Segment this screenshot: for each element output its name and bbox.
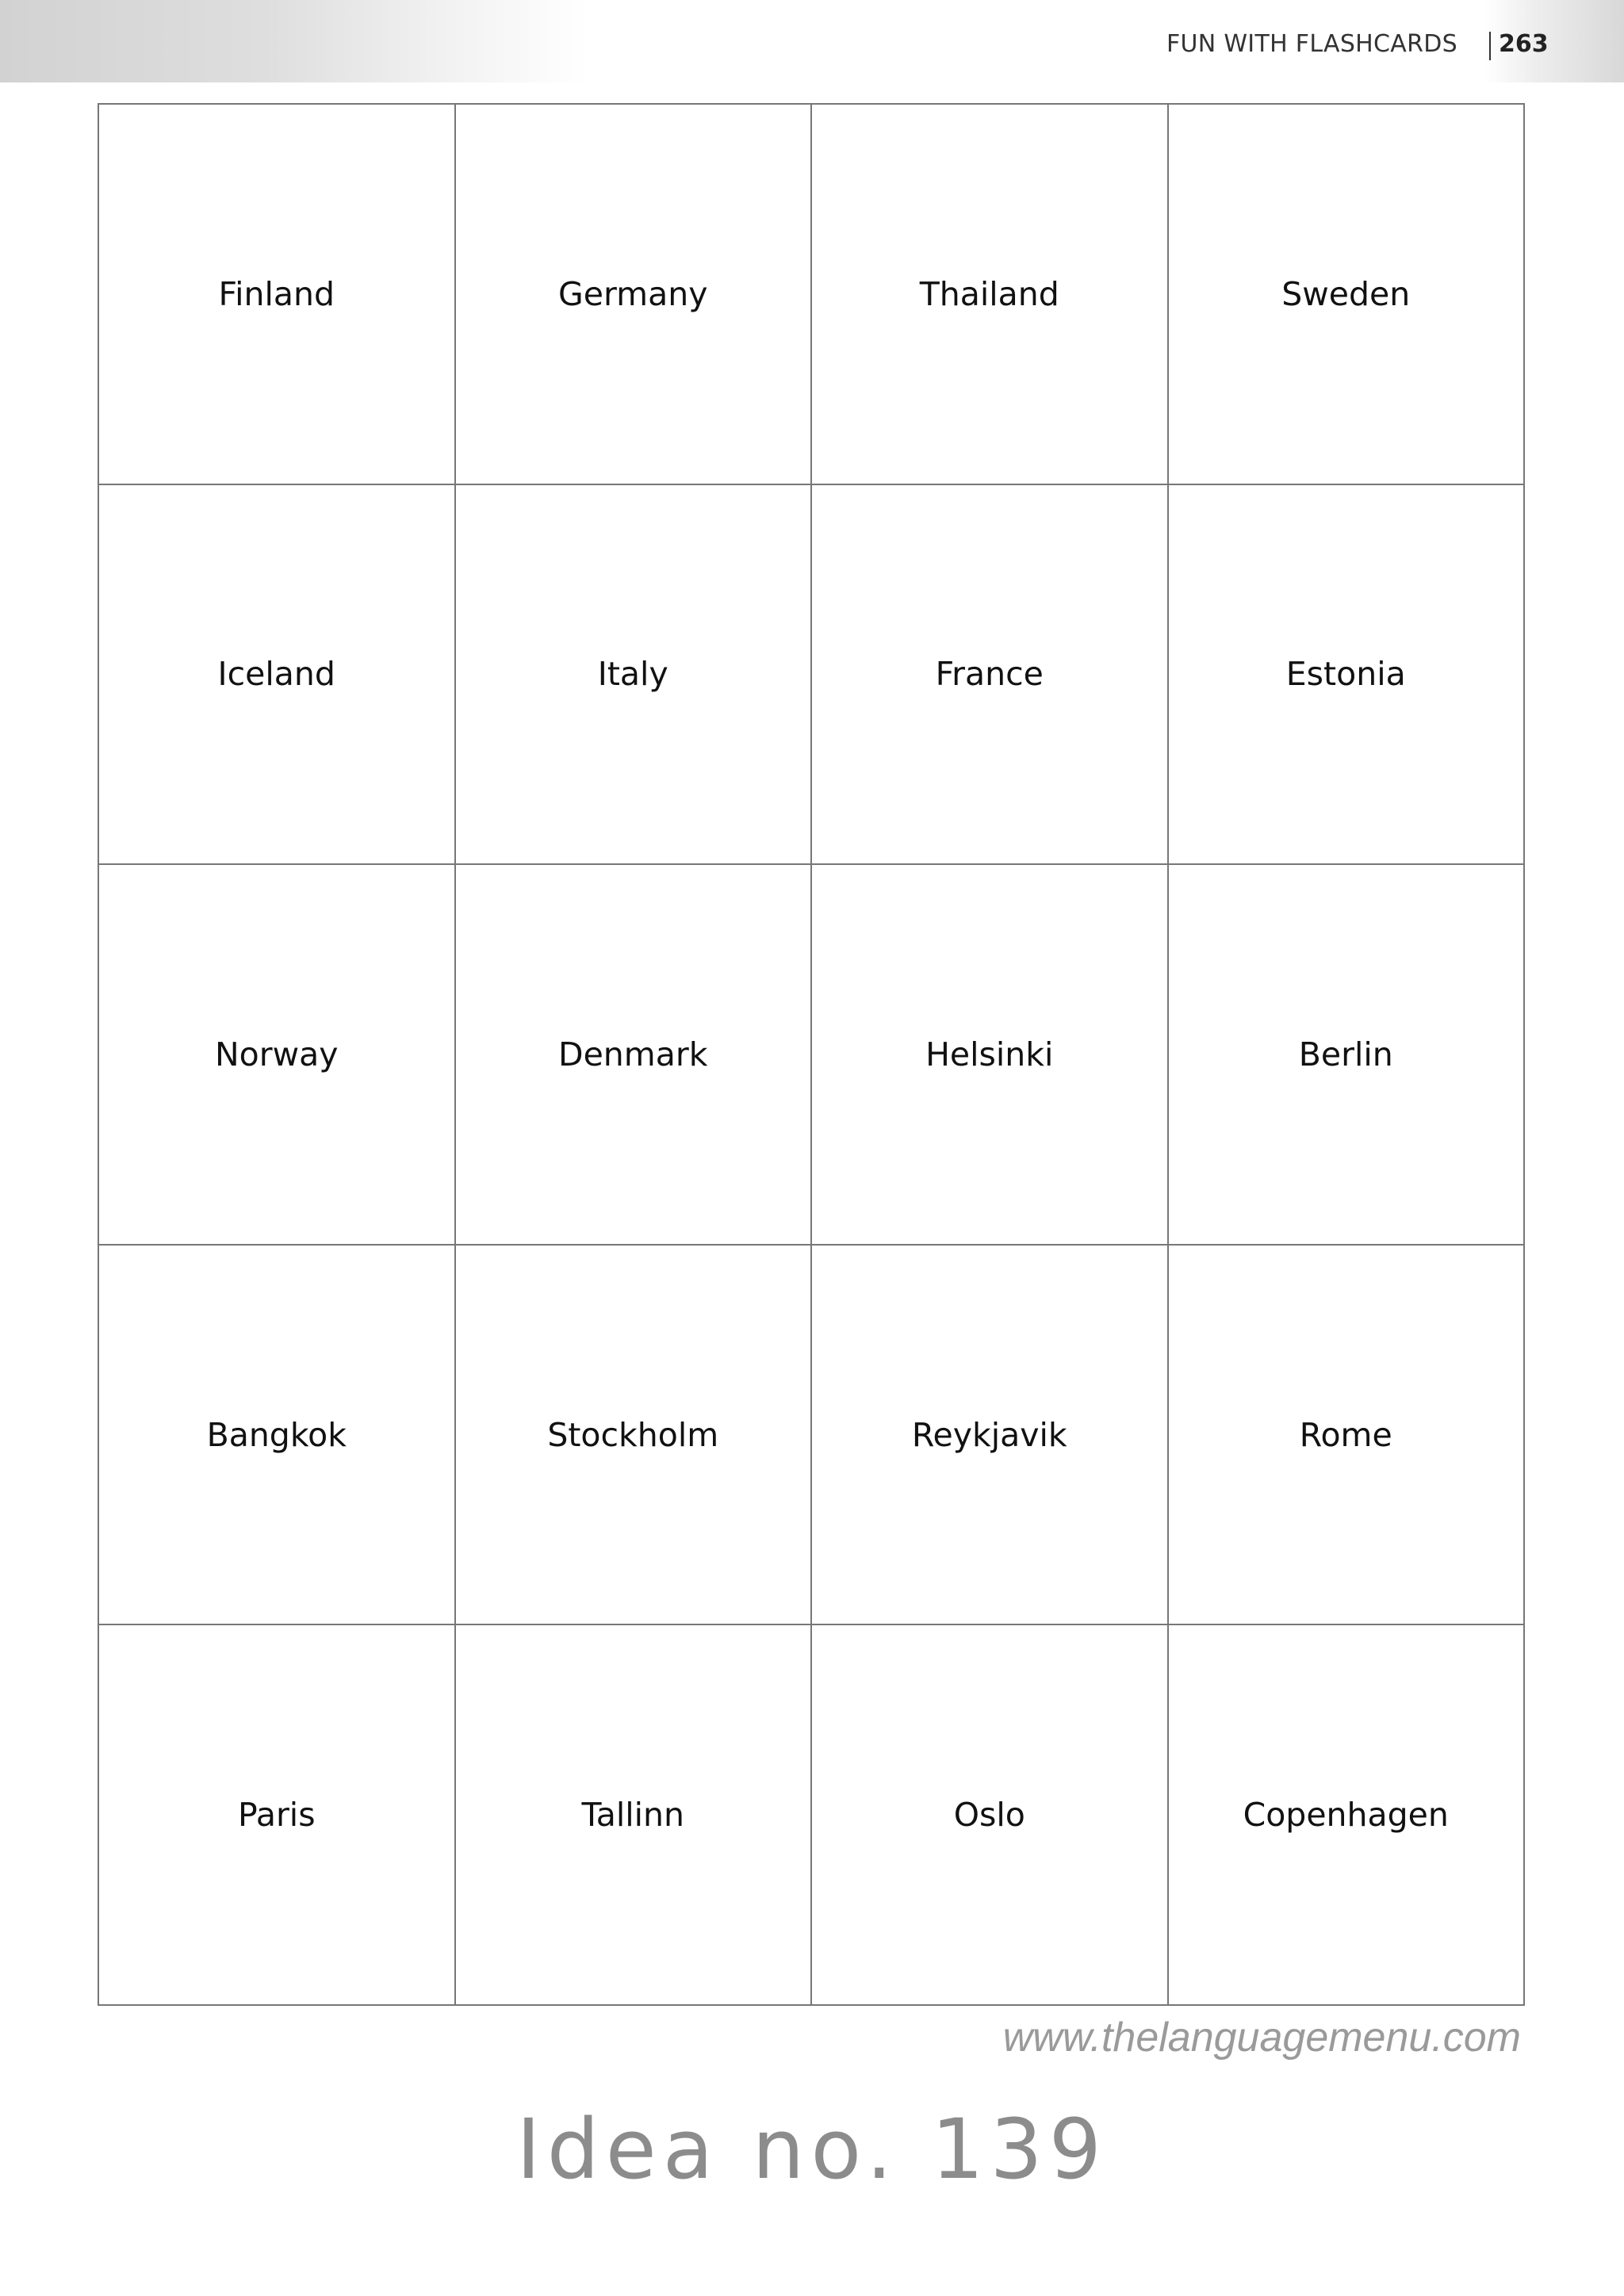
flashcard-label: Thailand [919,274,1059,313]
flashcard-label: Copenhagen [1243,1796,1449,1835]
flashcard-grid [98,103,1525,2006]
flashcard [456,865,813,1246]
flashcard [456,485,813,866]
flashcard-label: Berlin [1298,1035,1393,1073]
flashcard [456,1246,813,1626]
flashcard-label: France [935,655,1044,694]
flashcard [99,865,456,1246]
flashcard [812,1625,1169,2006]
flashcard-label: Helsinki [925,1035,1054,1073]
flashcard [1169,485,1526,866]
flashcard-label: Paris [237,1796,316,1835]
flashcard [99,105,456,485]
flashcard [1169,1246,1526,1626]
page-number: 263 [1499,30,1549,58]
flashcard [1169,865,1526,1246]
flashcard-label: Norway [214,1035,339,1073]
flashcard-label: Oslo [953,1796,1025,1835]
flashcard-label: Bangkok [206,1415,347,1454]
header-band [0,0,587,82]
header-divider [1489,32,1491,60]
running-head: FUN WITH FLASHCARDS [1166,30,1457,58]
flashcard-label: Tallinn [581,1796,685,1835]
flashcard-label: Italy [597,655,668,694]
flashcard [99,1246,456,1626]
flashcard-label: Germany [558,274,708,313]
flashcard [456,1625,813,2006]
flashcard-label: Estonia [1285,655,1406,694]
flashcard-label: Finland [218,274,335,313]
flashcard [812,105,1169,485]
flashcard-label: Iceland [217,655,335,694]
flashcard-label: Denmark [558,1035,708,1073]
flashcard [812,865,1169,1246]
flashcard [1169,105,1526,485]
website-url: www.thelanguagemenu.com [1002,2015,1521,2061]
flashcard [99,1625,456,2006]
idea-title: Idea no. 139 [516,2101,1108,2198]
flashcard [99,485,456,866]
flashcard-label: Stockholm [547,1415,719,1454]
flashcard [812,1246,1169,1626]
flashcard-label: Sweden [1281,274,1411,313]
flashcard-label: Reykjavik [911,1415,1067,1454]
flashcard [456,105,813,485]
flashcard [1169,1625,1526,2006]
flashcard [812,485,1169,866]
flashcard-label: Rome [1299,1415,1392,1454]
